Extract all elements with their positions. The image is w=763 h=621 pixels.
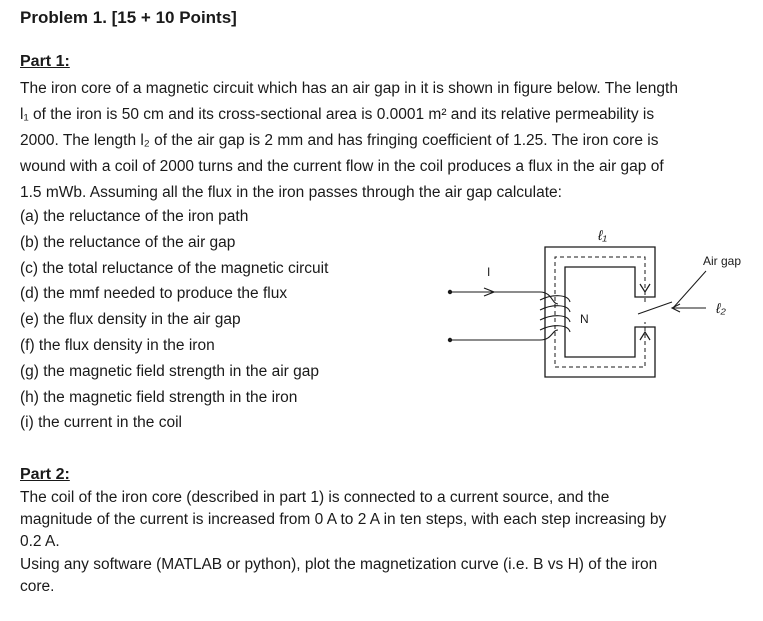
part1-intro-line: 2000. The length l₂ of the air gap is 2 mm and has fringing coefficient of 1.25. The iron core is bbox=[20, 132, 659, 149]
air-gap-leader bbox=[673, 271, 706, 308]
part2-line: core. bbox=[20, 578, 55, 595]
question-item-b: (b) the reluctance of the air gap bbox=[20, 233, 236, 251]
turns-label: N bbox=[580, 312, 589, 326]
air-gap-pointer bbox=[638, 302, 672, 314]
question-item-f: (f) the flux density in the iron bbox=[20, 336, 215, 354]
l1-label: ℓ₁ bbox=[598, 227, 607, 243]
air-gap-label: Air gap bbox=[703, 254, 742, 268]
part1-heading: Part 1: bbox=[20, 53, 70, 70]
question-item-d: (d) the mmf needed to produce the flux bbox=[20, 285, 288, 303]
part2-line: magnitude of the current is increased from 0 A to 2 A in ten steps, with each step increasing by bbox=[20, 511, 667, 528]
question-item-a: (a) the reluctance of the iron path bbox=[20, 208, 249, 225]
question-item-c: (c) the total reluctance of the magnetic circuit bbox=[20, 259, 329, 277]
part2-paragraph-1 bbox=[20, 487, 666, 553]
part2-heading: Part 2: bbox=[20, 466, 70, 483]
magnetic-circuit-figure bbox=[440, 222, 760, 402]
question-item-h: (h) the magnetic field strength in the iron bbox=[20, 388, 298, 406]
terminal-top bbox=[448, 290, 452, 294]
terminal-bottom bbox=[448, 338, 452, 342]
question-list bbox=[20, 204, 328, 436]
part1-intro-line: wound with a coil of 2000 turns and the current flow in the coil produces a flux in the air gap of bbox=[20, 158, 664, 175]
question-item-i: (i) the current in the coil bbox=[20, 414, 182, 432]
part1-intro-line: l₁ of the iron is 50 cm and its cross-sectional area is 0.0001 m² and its relative permeability is bbox=[20, 106, 655, 123]
part2-paragraph-2 bbox=[20, 554, 657, 598]
current-label: I bbox=[487, 265, 491, 279]
part1-intro bbox=[20, 76, 678, 206]
coil-winding bbox=[450, 292, 570, 340]
mean-flux-path bbox=[555, 257, 645, 367]
part2-line: Using any software (MATLAB or python), plot the magnetization curve (i.e. B vs H) of the iron bbox=[20, 556, 658, 573]
iron-core bbox=[545, 247, 655, 377]
l2-label: ℓ₂ bbox=[716, 300, 726, 316]
part1-intro-line: The iron core of a magnetic circuit which has an air gap in it is shown in figure below. The length bbox=[20, 80, 678, 97]
question-item-g: (g) the magnetic field strength in the air gap bbox=[20, 362, 319, 380]
question-item-e: (e) the flux density in the air gap bbox=[20, 311, 241, 329]
part1-intro-line: 1.5 mWb. Assuming all the flux in the iron passes through the air gap calculate: bbox=[20, 184, 562, 201]
part2-line: The coil of the iron core (described in part 1) is connected to a current source, and the bbox=[20, 489, 610, 506]
part2-line: 0.2 A. bbox=[20, 533, 60, 550]
problem-title: Problem 1. [15 + 10 Points] bbox=[20, 8, 237, 27]
